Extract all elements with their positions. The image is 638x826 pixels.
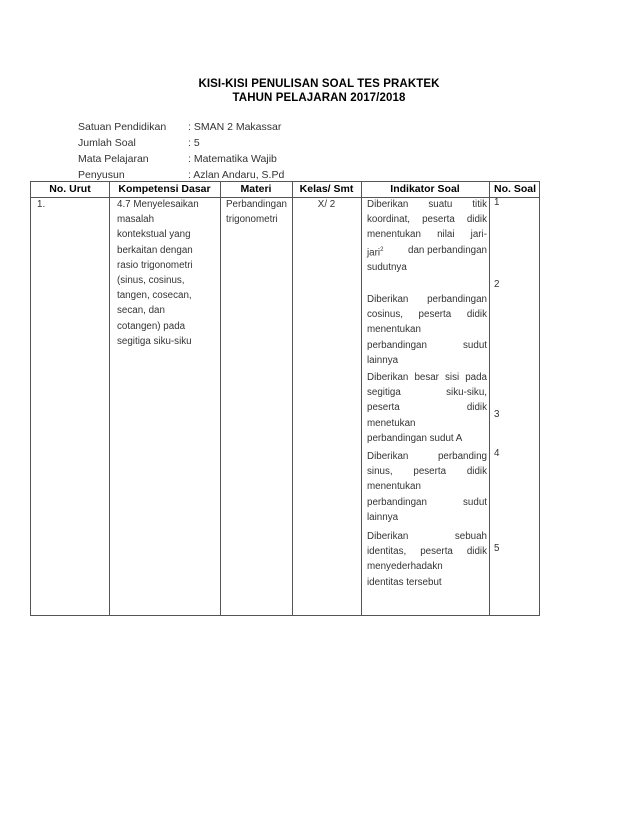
column-divider: [361, 182, 362, 615]
text-line: cosinus, peserta didik: [367, 309, 487, 321]
text-line: berkaitan dengan: [117, 244, 193, 256]
text-line: [367, 243, 487, 260]
text-line: Diberikan perbanding: [367, 451, 487, 462]
cell-kompetensi-dasar: [117, 197, 217, 349]
text-line: sudutnya: [367, 262, 407, 274]
meta-value: : Matematika Wajib: [188, 153, 277, 165]
text-fragment: dan perbandingan: [408, 244, 487, 256]
text-line: cotangen) pada: [117, 320, 186, 332]
no-soal-2: 2: [494, 279, 500, 290]
kisi-kisi-table: [30, 181, 540, 616]
meta-value: : SMAN 2 Makassar: [188, 121, 282, 133]
text-line: trigonometri: [226, 214, 278, 226]
text-line: rasio trigonometri: [117, 259, 193, 271]
cell-no-urut: 1.: [37, 199, 46, 210]
text-line: perbandingan sudut: [367, 339, 487, 351]
text-line: koordinat, peserta didik: [367, 214, 487, 226]
column-divider: [109, 182, 110, 615]
meta-value: : Azlan Andaru, S.Pd: [188, 169, 285, 181]
no-soal-3: 3: [494, 409, 500, 420]
indikator-item-4: [367, 449, 487, 525]
text-line: (sinus, cosinus,: [117, 275, 185, 287]
header-kelas-smt: Kelas/ Smt: [299, 183, 354, 195]
text-line: menentukan: [367, 481, 421, 493]
text-line: peserta didik: [367, 402, 487, 414]
text-line: menyederhadakn: [367, 561, 443, 573]
superscript: 2: [380, 246, 384, 253]
text-line: identitas, peserta didik: [367, 546, 487, 558]
header-materi: Materi: [240, 183, 272, 195]
text-line: Diberikan perbandingan: [367, 294, 487, 305]
text-line: perbandingan sudut: [367, 496, 487, 508]
indikator-item-1: [367, 197, 487, 275]
meta-label: Satuan Pendidikan: [78, 121, 167, 133]
meta-value: : 5: [188, 137, 200, 149]
text-line: Diberikan suatu titik: [367, 199, 487, 210]
meta-label: Jumlah Soal: [78, 137, 136, 149]
meta-label: Mata Pelajaran: [78, 153, 149, 165]
document-title: KISI-KISI PENULISAN SOAL TES PRAKTEK: [198, 78, 440, 90]
text-line: identitas tersebut: [367, 576, 442, 588]
no-soal-4: 4: [494, 448, 500, 459]
text-line: 4.7 Menyelesaikan: [117, 199, 199, 210]
text-line: sinus, peserta didik: [367, 466, 487, 478]
text-line: secan, dan: [117, 305, 165, 317]
text-line: Diberikan sebuah: [367, 531, 487, 542]
text-fragment: [367, 243, 383, 260]
cell-materi: [226, 197, 287, 227]
document-subtitle: TAHUN PELAJARAN 2017/2018: [232, 92, 406, 104]
text-line: masalah: [117, 214, 155, 226]
column-divider: [292, 182, 293, 615]
text-line: tangen, cosecan,: [117, 290, 192, 302]
no-soal-5: 5: [494, 543, 500, 554]
column-divider: [489, 182, 490, 615]
text-line: menentukan nilai jari-: [367, 229, 487, 241]
text-line: perbandingan sudut A: [367, 432, 463, 444]
text-line: menentukan: [367, 324, 421, 336]
meta-label: Penyusun: [78, 169, 125, 181]
text-line: segitiga siku-siku,: [367, 387, 487, 399]
text-line: Diberikan besar sisi pada: [367, 372, 487, 383]
cell-kelas-smt: X/ 2: [317, 199, 336, 210]
text-line: Perbandingan: [226, 199, 288, 210]
header-no-soal: No. Soal: [493, 183, 536, 195]
text-line: lainnya: [367, 511, 399, 523]
header-kompetensi-dasar: Kompetensi Dasar: [118, 183, 211, 195]
indikator-item-5: [367, 529, 487, 590]
text-line: kontekstual yang: [117, 229, 191, 241]
column-divider: [220, 182, 221, 615]
header-indikator-soal: Indikator Soal: [390, 183, 460, 195]
text-line: lainnya: [367, 354, 399, 366]
text-fragment: jari: [367, 246, 381, 258]
no-soal-1: 1: [494, 197, 500, 208]
text-line: segitiga siku-siku: [117, 335, 192, 347]
text-line: menetukan: [367, 417, 416, 429]
header-no-urut: No. Urut: [49, 183, 91, 195]
indikator-item-3: [367, 370, 487, 446]
indikator-item-2: [367, 292, 487, 368]
